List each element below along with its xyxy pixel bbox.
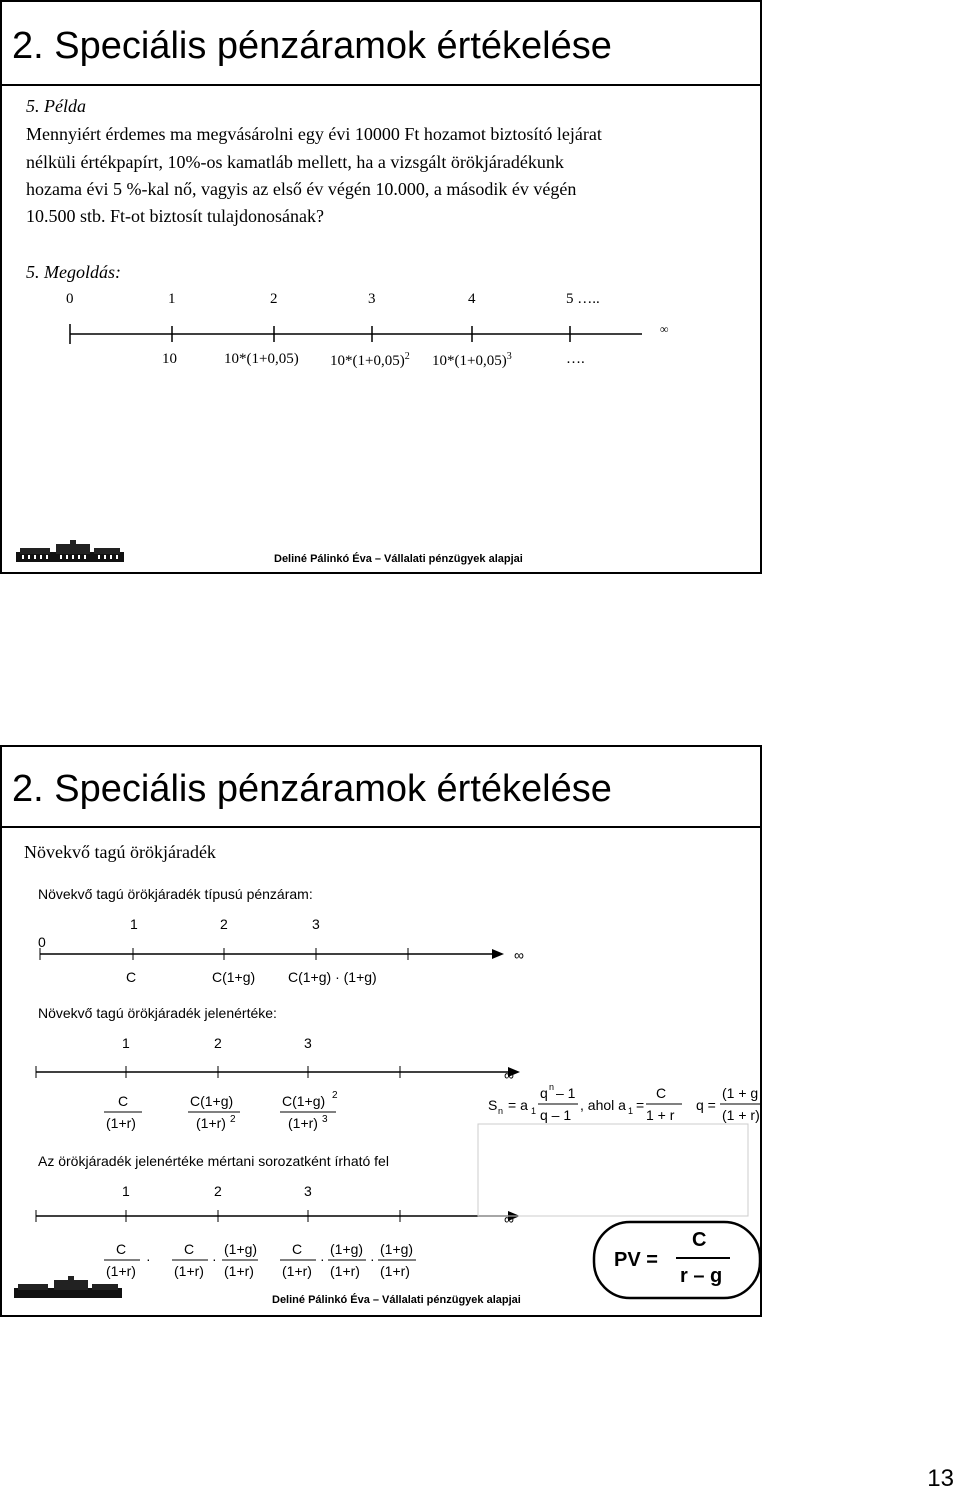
svg-text:q – 1: q – 1 bbox=[540, 1107, 572, 1123]
svg-text:1: 1 bbox=[531, 1106, 537, 1116]
timeline-value: $10*(1+0,05)^3$ bbox=[432, 351, 512, 369]
figure-number: 2 bbox=[220, 916, 228, 932]
infinity-symbol: ∞ bbox=[660, 322, 669, 336]
svg-text:– 1: – 1 bbox=[556, 1085, 576, 1101]
blank-box bbox=[478, 1124, 748, 1216]
pv-denominator: (1+r) bbox=[288, 1115, 318, 1131]
svg-text:(1+g): (1+g) bbox=[380, 1241, 414, 1257]
timeline-value: 10*(1+0,05) bbox=[224, 351, 299, 367]
svg-text:(1+r): (1+r) bbox=[282, 1263, 312, 1279]
svg-text:C: C bbox=[656, 1085, 667, 1101]
svg-text:= a: = a bbox=[508, 1097, 528, 1113]
svg-text:=: = bbox=[636, 1097, 645, 1113]
pv-numerator: C bbox=[692, 1229, 707, 1251]
svg-text:(1+r): (1+r) bbox=[174, 1263, 204, 1279]
pv-numerator: C(1+g) bbox=[282, 1093, 326, 1109]
svg-text:(1+r): (1+r) bbox=[380, 1263, 410, 1279]
example-line: Mennyiért érdemes ma megvásárolni egy évi 10000 Ft hozamot biztosító lejárat bbox=[26, 124, 602, 144]
svg-text:S: S bbox=[488, 1097, 498, 1113]
pv-numerator: C bbox=[118, 1093, 129, 1109]
figure-number: 3 bbox=[312, 916, 320, 932]
figure-number: 2 bbox=[214, 1035, 222, 1051]
svg-text:n: n bbox=[498, 1106, 504, 1116]
timeline-value: $10*(1+0,05)^2$ bbox=[330, 351, 410, 369]
timeline-value: 10 bbox=[162, 351, 177, 367]
university-logo bbox=[16, 540, 124, 562]
svg-text:(1+r): (1+r) bbox=[106, 1263, 136, 1279]
title-divider bbox=[2, 84, 760, 86]
figure-heading: Növekvő tagú örökjáradék típusú pénzáram: bbox=[38, 886, 313, 902]
pv-numerator: C(1+g) bbox=[190, 1093, 234, 1109]
figure-heading: Növekvő tagú örökjáradék jelenértéke: bbox=[38, 1005, 277, 1021]
slide-1 bbox=[0, 0, 762, 574]
figure-infinity: ∞ bbox=[514, 947, 524, 963]
svg-text:2: 2 bbox=[230, 1114, 236, 1125]
page-number: 13 bbox=[927, 1465, 954, 1492]
sum-formula bbox=[488, 1082, 760, 1123]
svg-text:C: C bbox=[116, 1241, 127, 1257]
cash-flow-label: C(1+g) · (1+g) bbox=[288, 969, 377, 985]
svg-text:(1+g): (1+g) bbox=[330, 1241, 364, 1257]
cash-flow-label: C bbox=[126, 969, 137, 985]
figure-number: 1 bbox=[122, 1035, 130, 1051]
timeline-number: 2 bbox=[270, 291, 278, 307]
svg-text:(1+r): (1+r) bbox=[330, 1263, 360, 1279]
figure-heading: Az örökjáradék jelenértéke mértani sorozatként írható fel bbox=[38, 1153, 389, 1169]
growing-perpetuity-figure bbox=[0, 878, 760, 1308]
slide-title: 2. Speciális pénzáramok értékelése bbox=[12, 25, 612, 67]
svg-text:(1 + r): (1 + r) bbox=[722, 1107, 760, 1123]
geometric-series-terms bbox=[104, 1241, 416, 1279]
timeline-axis bbox=[2, 320, 702, 350]
figure-arrowhead bbox=[492, 949, 504, 959]
pv-label: PV = bbox=[614, 1249, 658, 1271]
university-logo bbox=[14, 1276, 122, 1298]
title-divider bbox=[2, 826, 760, 828]
svg-text:q =: q = bbox=[696, 1097, 716, 1113]
svg-text:, ahol a: , ahol a bbox=[580, 1097, 626, 1113]
solution-label: 5. Megoldás: bbox=[26, 262, 121, 282]
slide-title: 2. Speciális pénzáramok értékelése bbox=[12, 768, 612, 810]
svg-text:1: 1 bbox=[628, 1106, 634, 1116]
svg-text:n: n bbox=[549, 1082, 555, 1092]
slide-subtitle: Növekvő tagú örökjáradék bbox=[24, 842, 216, 862]
svg-text:q: q bbox=[540, 1085, 548, 1101]
svg-text:∞: ∞ bbox=[504, 1067, 514, 1083]
svg-text:(1 + g: (1 + g bbox=[722, 1085, 759, 1101]
svg-text:2: 2 bbox=[214, 1183, 222, 1199]
figure-number: 1 bbox=[130, 916, 138, 932]
pv-denominator: r – g bbox=[680, 1265, 723, 1287]
footer-text: Deliné Pálinkó Éva – Vállalati pénzügyek alapjai bbox=[274, 553, 523, 565]
svg-text:·: · bbox=[370, 1251, 375, 1267]
svg-text:C: C bbox=[184, 1241, 195, 1257]
example-line: hozama évi 5 %-kal nő, vagyis az első év végén 10.000, a második év végén bbox=[26, 179, 577, 199]
svg-text:·: · bbox=[320, 1251, 325, 1267]
timeline-number: 4 bbox=[468, 291, 476, 307]
svg-text:·: · bbox=[146, 1251, 151, 1267]
figure-number: 3 bbox=[304, 1035, 312, 1051]
cash-flow-label: C(1+g) bbox=[212, 969, 256, 985]
svg-text:(1+r): (1+r) bbox=[224, 1263, 254, 1279]
timeline-value: …. bbox=[566, 351, 585, 367]
figure-number: 0 bbox=[38, 934, 46, 950]
example-label: 5. Példa bbox=[26, 96, 86, 116]
svg-text:1: 1 bbox=[122, 1183, 130, 1199]
svg-text:C: C bbox=[292, 1241, 303, 1257]
svg-text:∞: ∞ bbox=[504, 1211, 514, 1227]
pv-denominator: (1+r) bbox=[196, 1115, 226, 1131]
example-line: nélküli értékpapírt, 10%-os kamatláb mellett, ha a vizsgált örökjáradékunk bbox=[26, 152, 564, 172]
footer-text: Deliné Pálinkó Éva – Vállalati pénzügyek alapjai bbox=[272, 1294, 521, 1306]
timeline-number: 0 bbox=[66, 291, 74, 307]
svg-text:1 + r: 1 + r bbox=[646, 1107, 675, 1123]
svg-text:3: 3 bbox=[304, 1183, 312, 1199]
svg-text:(1+g): (1+g) bbox=[224, 1241, 258, 1257]
timeline-number: 5 ….. bbox=[566, 291, 600, 307]
svg-text:·: · bbox=[212, 1251, 217, 1267]
timeline-number: 1 bbox=[168, 291, 176, 307]
example-line: 10.500 stb. Ft-ot biztosít tulajdonosának? bbox=[26, 206, 324, 226]
pv-denominator: (1+r) bbox=[106, 1115, 136, 1131]
svg-text:3: 3 bbox=[322, 1114, 328, 1125]
svg-text:2: 2 bbox=[332, 1090, 338, 1101]
timeline-number: 3 bbox=[368, 291, 376, 307]
